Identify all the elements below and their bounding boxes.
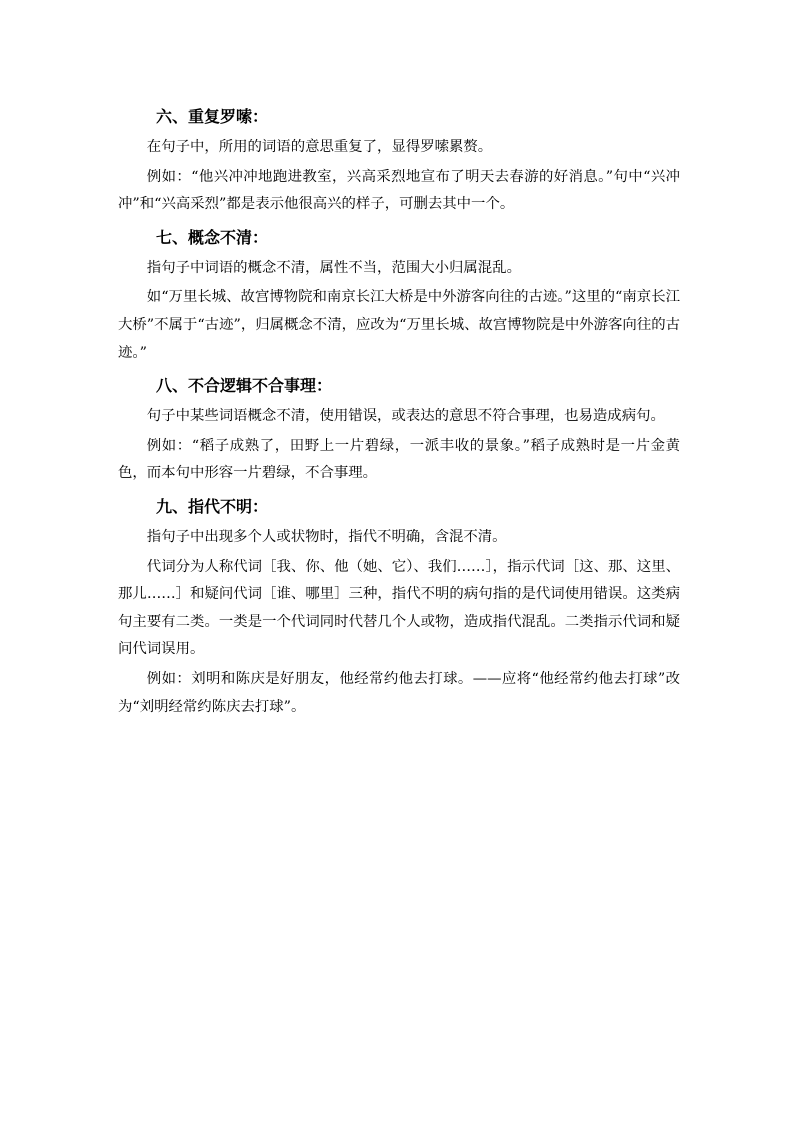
section-repetition [118,100,680,219]
paragraph: 代词分为人称代词［我、你、他（她、它）、我们……］，指示代词［这、那、这里、那儿……］和疑问代词［谁、哪里］三种，指代不明的病句指的是代词使用错误。这类病句主要有二类。一类是一个代词同时代替几个人或物，造成指代混乱。二类指示代词和疑问代词误用。 [118,558,680,658]
paragraph: 例如：刘明和陈庆是好朋友，他经常约他去打球。——应将“他经常约他去打球”改为“刘明经常约陈庆去打球”。 [118,670,680,715]
document-body [118,100,680,723]
section-illogical [118,369,680,488]
section-heading: 七、概念不清： [156,227,269,247]
paragraph: 指句子中出现多个人或状物时，指代不明确，含混不清。 [146,528,507,545]
section-heading: 六、重复罗嗦： [156,107,269,126]
section-unclear-concept [118,221,680,367]
paragraph: 句子中某些词语概念不清，使用错误，或表达的意思不符合事理，也易造成病句。 [146,408,665,425]
paragraph: 指句子中词语的概念不清，属性不当，范围大小归属混乱。 [146,259,521,276]
paragraph: 如“万里长城、故宫博物院和南京长江大桥是中外游客向往的古迹。”这里的“南京长江大桥”不属于“古迹”，归属概念不清，应改为“万里长城、故宫博物院是中外游客向往的古迹。” [118,289,680,361]
paragraph: 例如：“他兴冲冲地跑进教室，兴高采烈地宣布了明天去春游的好消息。”句中“兴冲冲”和“兴高采烈”都是表示他很高兴的样子，可删去其中一个。 [118,168,680,213]
section-unclear-reference [118,490,680,721]
section-heading: 八、不合逻辑不合事理： [156,376,333,396]
paragraph: 例如：“稻子成熟了，田野上一片碧绿，一派丰收的景象。”稻子成熟时是一片金黄色，而本句中形容一片碧绿，不合事理。 [118,437,680,482]
paragraph: 在句子中，所用的词语的意思重复了，显得罗嗦累赘。 [146,139,493,155]
section-heading: 九、指代不明： [156,496,269,516]
